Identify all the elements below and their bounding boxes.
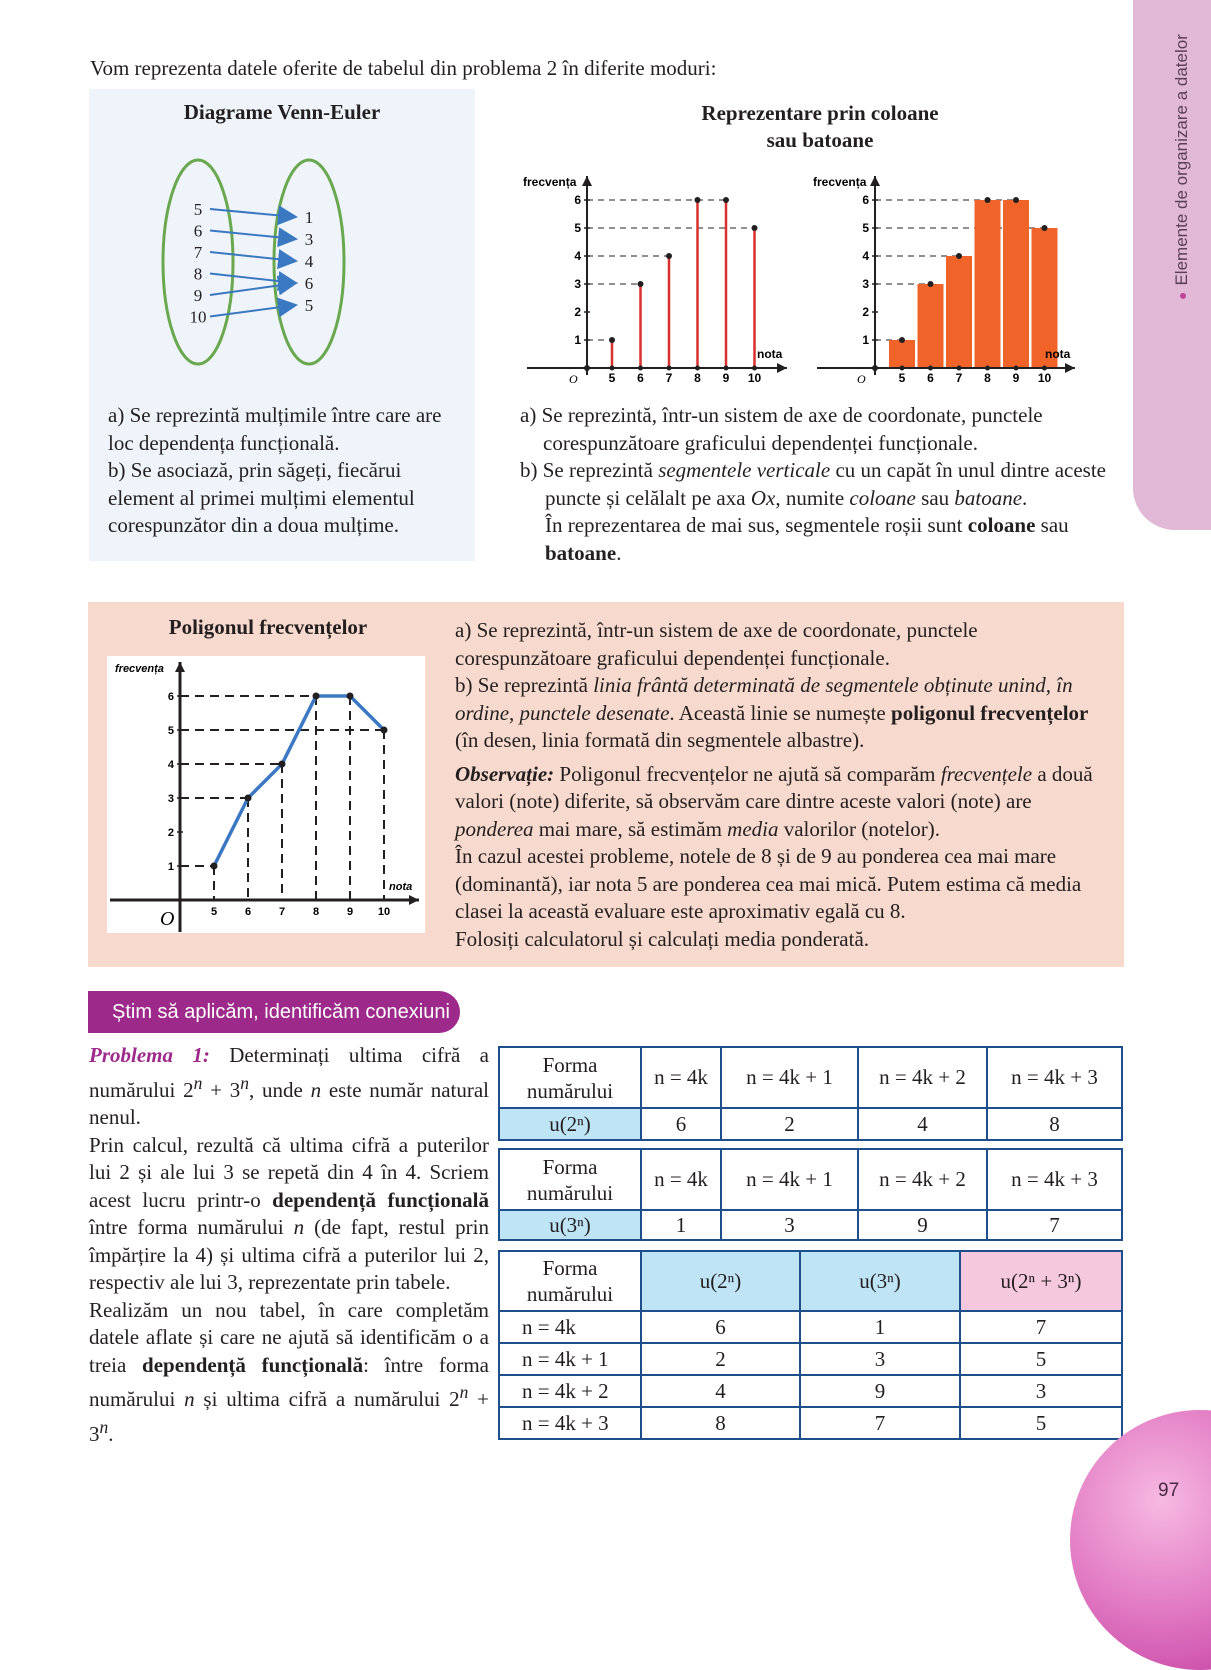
polygon-point — [347, 693, 354, 700]
table-cell: 1 — [800, 1311, 960, 1343]
x-tick-label: 10 — [377, 906, 391, 918]
bar-base-point — [1042, 366, 1047, 371]
stem-base-point — [752, 366, 757, 371]
y-tick-label: 1 — [862, 333, 869, 347]
x-axis-arrow — [409, 895, 419, 905]
table-form-cell: n = 4k + 3 — [987, 1047, 1122, 1108]
bar-point — [1042, 225, 1048, 231]
y-tick-label: 5 — [574, 221, 581, 235]
polygon-point — [381, 727, 388, 734]
bar-chart — [805, 170, 1085, 390]
table-column-header: u(3ⁿ) — [800, 1251, 960, 1311]
bar — [1003, 200, 1029, 368]
table-cell: 2 — [721, 1108, 858, 1140]
table-form-cell: n = 4k + 1 — [721, 1047, 858, 1108]
stem-chart — [515, 170, 800, 390]
x-axis-label: nota — [389, 881, 413, 893]
stem-point — [695, 197, 701, 203]
y-tick-label: 4 — [167, 759, 174, 771]
table-cell: 3 — [721, 1210, 858, 1240]
bar — [946, 256, 972, 368]
table-cell: 7 — [960, 1311, 1122, 1343]
polygon-point — [313, 693, 320, 700]
observation-text-3: Folosiți calculatorul și calculați media ponderată. — [455, 926, 870, 951]
section-banner: Știm să aplicăm, identificăm conexiuni — [88, 991, 460, 1033]
table-row — [499, 1375, 1122, 1407]
table-cell: 1 — [641, 1210, 721, 1240]
table-row-label: u(2ⁿ) — [499, 1108, 641, 1140]
venn-arrow — [210, 252, 296, 261]
table-header-form: Forma numărului — [499, 1251, 641, 1311]
y-tick-label: 6 — [862, 193, 869, 207]
x-tick-label: 7 — [665, 371, 673, 385]
table-cell: 6 — [641, 1311, 800, 1343]
table-sum-last-digit — [498, 1250, 1123, 1440]
bar-base-point — [900, 366, 905, 371]
table-cell: 5 — [960, 1407, 1122, 1439]
origin-point — [872, 365, 878, 371]
polygon-text-a: a) Se reprezintă, într-un sistem de axe de coordonate, punctele corespunzătoare graficului dependenței funcționale. — [455, 618, 978, 670]
table-row-label: n = 4k + 3 — [499, 1407, 641, 1439]
venn-title: Diagrame Venn-Euler — [183, 100, 381, 124]
x-tick-label: 6 — [244, 906, 252, 918]
stem-point — [638, 281, 644, 287]
problem-conclusion: Realizăm un nou tabel, în care completăm datele aflate și care ne ajută să identificăm o a treia dependență funcțională: între forma numărului n și ultima cifră a numărului $2^n + 3^n$. — [89, 1297, 489, 1446]
x-tick-label: 8 — [694, 371, 701, 385]
x-tick-label: 9 — [346, 906, 354, 918]
x-tick-label: 7 — [955, 371, 963, 385]
table-cell: 2 — [641, 1343, 800, 1375]
y-tick-label: 3 — [167, 793, 174, 805]
observation-text-2: În cazul acestei probleme, notele de 8 și de 9 au ponderea cea mai mare (dominantă), iar nota 5 are ponderea cea mai mică. Putem estima că media clasei la această evaluare este aproximativ egală cu 8. — [455, 844, 1082, 923]
stem-base-point — [724, 366, 729, 371]
venn-arrow — [210, 283, 296, 295]
venn-left-element: 10 — [189, 307, 207, 327]
table-header-form: Forma numărului — [499, 1047, 641, 1108]
y-tick-label: 2 — [574, 305, 581, 319]
y-tick-label: 2 — [167, 827, 174, 839]
bullet-icon: ● — [1174, 291, 1190, 300]
y-axis-arrow — [582, 176, 592, 186]
x-tick-label: 5 — [210, 906, 218, 918]
venn-left-element: 5 — [193, 200, 203, 219]
problem-statement: Problema 1: Determinați ultima cifră a numărului $2^n + 3^n$, unde n este număr natural nenul. — [89, 1043, 489, 1129]
frequency-polygon-chart — [107, 656, 425, 933]
bar-base-point — [957, 366, 962, 371]
table-row-label: n = 4k — [499, 1311, 641, 1343]
stem-base-point — [695, 366, 700, 371]
y-axis-label: frecvența — [813, 175, 867, 189]
venn-text-b: b) Se asociază, prin săgeți, fiecărui element al primei mulțimi elementul corespunzător din a doua mulțime. — [108, 458, 415, 537]
table-cell: 7 — [800, 1407, 960, 1439]
table-row — [499, 1343, 1122, 1375]
venn-arrow — [210, 231, 296, 240]
table-cell: 4 — [858, 1108, 987, 1140]
venn-diagram — [150, 150, 360, 380]
y-tick-label: 3 — [862, 277, 869, 291]
table-powers-of-2 — [498, 1046, 1123, 1141]
x-axis-label: nota — [757, 347, 783, 361]
table-form-cell: n = 4k + 1 — [721, 1149, 858, 1210]
venn-right-element: 1 — [304, 208, 314, 227]
y-tick-label: 3 — [574, 277, 581, 291]
table-cell: 8 — [987, 1108, 1122, 1140]
origin-label: O — [857, 372, 866, 386]
table-cell: 3 — [960, 1375, 1122, 1407]
table-row-label: n = 4k + 2 — [499, 1375, 641, 1407]
polygon-text — [455, 617, 1105, 953]
polygon-point — [211, 863, 218, 870]
x-axis-arrow — [1065, 363, 1075, 373]
bars-text-a: a) Se reprezintă, într-un sistem de axe de coordonate, punctele corespunzătoare graficului dependenței funcționale. — [520, 403, 1043, 455]
venn-arrow — [210, 274, 296, 284]
polygon-point — [245, 795, 252, 802]
x-tick-label: 7 — [278, 906, 286, 918]
origin-point — [584, 365, 590, 371]
x-tick-label: 9 — [1012, 371, 1020, 385]
x-tick-label: 5 — [898, 371, 906, 385]
bars-title — [620, 100, 1020, 154]
bar-base-point — [928, 366, 933, 371]
table-row — [499, 1407, 1122, 1439]
bars-text — [520, 402, 1120, 567]
table-column-header: u(2ⁿ) — [641, 1251, 800, 1311]
venn-right-element: 6 — [304, 274, 314, 293]
venn-left-element: 9 — [193, 286, 203, 305]
venn-text-a: a) Se reprezintă mulțimile între care are loc dependența funcțională. — [108, 403, 442, 455]
y-tick-label: 5 — [862, 221, 869, 235]
x-tick-label: 6 — [927, 371, 934, 385]
venn-arrow — [210, 209, 296, 217]
stem-base-point — [667, 366, 672, 371]
venn-left-element: 6 — [193, 221, 203, 241]
bars-text-c: În reprezentarea de mai sus, segmentele roșii sunt coloane sau batoane. — [545, 513, 1069, 565]
stem-point — [752, 225, 758, 231]
table-form-cell: n = 4k + 2 — [858, 1149, 987, 1210]
table-cell: 9 — [800, 1375, 960, 1407]
x-tick-label: 8 — [984, 371, 991, 385]
bar-point — [956, 253, 962, 259]
table-row-label: u(3ⁿ) — [499, 1210, 641, 1240]
table-form-cell: n = 4k — [641, 1149, 721, 1210]
table-form-cell: n = 4k + 2 — [858, 1047, 987, 1108]
x-tick-label: 6 — [637, 371, 644, 385]
x-tick-label: 5 — [608, 371, 616, 385]
bar — [918, 284, 944, 368]
table-cell: 6 — [641, 1108, 721, 1140]
x-tick-label: 9 — [722, 371, 730, 385]
bars-title-line2: sau batoane — [766, 128, 874, 152]
stem-base-point — [610, 366, 615, 371]
stem-point — [609, 337, 615, 343]
polygon-point — [279, 761, 286, 768]
y-axis-label: frecvența — [523, 175, 577, 189]
table-row-label: n = 4k + 1 — [499, 1343, 641, 1375]
y-tick-label: 1 — [167, 861, 174, 873]
polygon-text-b: b) Se reprezintă linia frântă determinată de segmentele obținute unind, în ordine, punctele desenate. Această linie se numește poligonul frecvențelor (în desen, linia formată din segmentele albastre). — [455, 673, 1089, 752]
bar-base-point — [1014, 366, 1019, 371]
venn-left-element: 8 — [193, 264, 203, 284]
bar-point — [985, 197, 991, 203]
venn-left-element: 7 — [193, 243, 203, 262]
y-tick-label: 5 — [167, 725, 174, 737]
y-axis-label: frecvența — [115, 663, 164, 675]
y-axis-arrow — [870, 176, 880, 186]
bar-point — [928, 281, 934, 287]
table-header-form: Forma numărului — [499, 1149, 641, 1210]
problem-explanation: Prin calcul, rezultă că ultima cifră a puterilor lui 2 și ale lui 3 se repetă din 4 în 4. Scriem acest lucru printr-o dependență funcțională între forma numărului n (de fapt, restul prin împărțire la 4) și ultima cifră a puterilor lui 2, respectiv ale lui 3, reprezentate prin tabele. — [89, 1132, 489, 1294]
stem-base-point — [638, 366, 643, 371]
y-tick-label: 6 — [167, 691, 174, 703]
table-powers-of-3 — [498, 1148, 1123, 1241]
x-tick-label: 10 — [1037, 371, 1052, 385]
venn-arrow — [210, 305, 296, 317]
venn-right-element: 5 — [304, 296, 314, 315]
x-axis-arrow — [777, 363, 787, 373]
x-axis-label: nota — [1045, 347, 1071, 361]
y-tick-label: 4 — [862, 249, 869, 263]
chapter-side-tab-label: ●Elemente de organizare a datelor — [1172, 34, 1191, 300]
page-number: 97 — [1158, 1480, 1180, 1501]
y-tick-label: 2 — [862, 305, 869, 319]
frequency-polyline — [214, 696, 384, 866]
table-cell: 5 — [960, 1343, 1122, 1375]
venn-right-element: 4 — [304, 252, 314, 271]
intro-text: Vom reprezenta datele oferite de tabelul din problema 2 în diferite moduri: — [90, 56, 717, 80]
table-cell: 8 — [641, 1407, 800, 1439]
observation-text: Observație: Poligonul frecvențelor ne ajută să comparăm frecvențele a două valori (note) diferite, să observăm care dintre aceste valori (note) are ponderea mai mare, să estimăm media valorilor (notelor). — [455, 761, 1093, 841]
bar-point — [1013, 197, 1019, 203]
origin-label: O — [569, 372, 578, 386]
table-column-header: u(2ⁿ + 3ⁿ) — [960, 1251, 1122, 1311]
bars-text-b: b) Se reprezintă segmentele verticale cu un capăt în unul dintre aceste puncte și celălalt pe axa Ox, numite coloane sau batoane. — [520, 458, 1106, 510]
y-axis-arrow — [175, 662, 185, 672]
table-cell: 4 — [641, 1375, 800, 1407]
polygon-title: Poligonul frecvențelor — [168, 615, 368, 639]
table-cell: 3 — [800, 1343, 960, 1375]
y-tick-label: 4 — [574, 249, 581, 263]
y-tick-label: 1 — [574, 333, 581, 347]
table-cell: 7 — [987, 1210, 1122, 1240]
venn-left-set — [163, 160, 233, 364]
origin-label: O — [160, 908, 175, 930]
venn-right-element: 3 — [304, 230, 314, 249]
x-tick-label: 10 — [747, 371, 762, 385]
bar — [889, 340, 915, 368]
bars-title-line1: Reprezentare prin coloane — [701, 101, 939, 125]
stem-point — [723, 197, 729, 203]
problem-text — [89, 1042, 489, 1448]
bar-point — [899, 337, 905, 343]
x-tick-label: 8 — [312, 906, 320, 918]
table-cell: 9 — [858, 1210, 987, 1240]
table-form-cell: n = 4k — [641, 1047, 721, 1108]
bar — [975, 200, 1001, 368]
table-form-cell: n = 4k + 3 — [987, 1149, 1122, 1210]
page-corner-decoration — [1070, 1410, 1211, 1670]
bar-base-point — [985, 366, 990, 371]
stem-point — [666, 253, 672, 259]
table-row — [499, 1311, 1122, 1343]
y-tick-label: 6 — [574, 193, 581, 207]
